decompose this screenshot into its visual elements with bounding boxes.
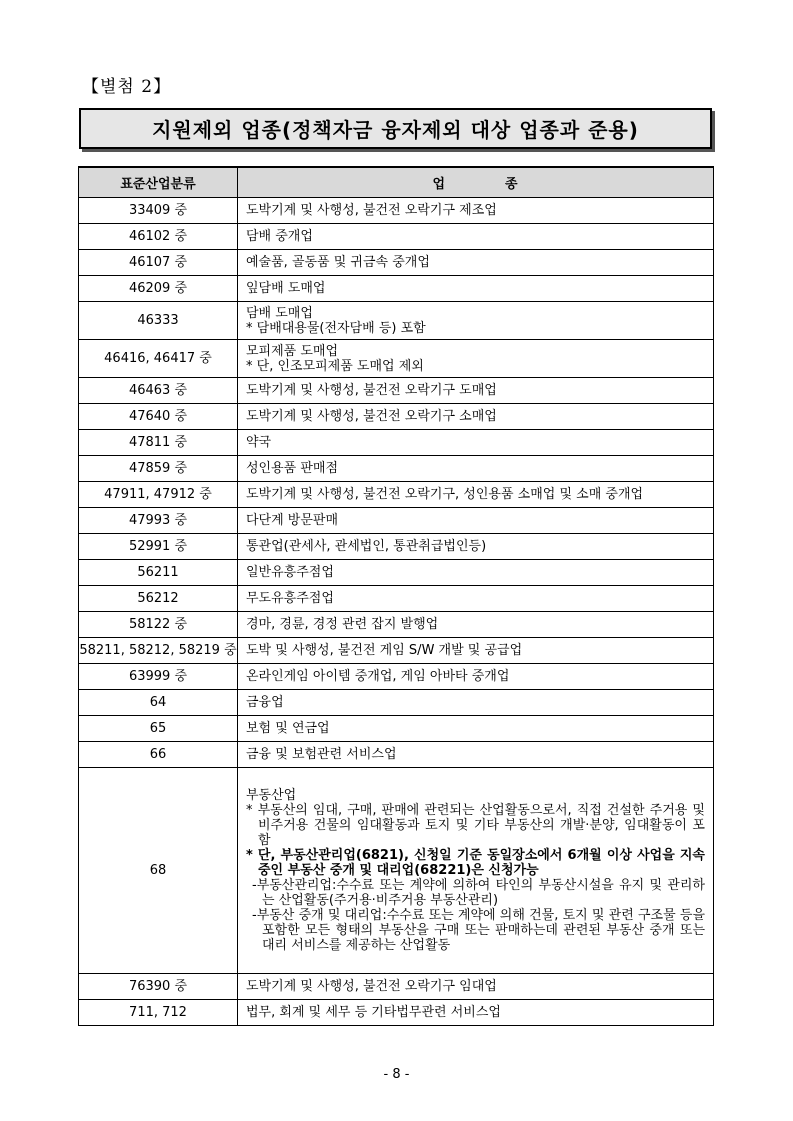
table-row xyxy=(79,612,714,638)
table-row xyxy=(79,302,714,340)
table-row xyxy=(79,404,714,430)
industry-description-line: 도박 및 사행성, 불건전 게임 S/W 개발 및 공급업 xyxy=(246,643,523,658)
industry-description xyxy=(238,716,714,742)
industry-description xyxy=(238,974,714,1000)
industry-code: 58122 중 xyxy=(79,612,238,638)
industry-code: 66 xyxy=(79,742,238,768)
table-row xyxy=(79,198,714,224)
table-row xyxy=(79,534,714,560)
real-estate-note-3: -부동산관리업:수수료 또는 계약에 의하여 타인의 부동산시설을 유지 및 관리하는 산업활동(주거용·비주거용 부동산관리) xyxy=(252,878,705,908)
industry-description xyxy=(238,378,714,404)
real-estate-note-2: * 단, 부동산관리업(6821), 신청일 기준 동일장소에서 6개월 이상 사업을 지속 중인 부동산 중개 및 대리업(68221)은 신청가능 xyxy=(246,848,705,878)
industry-description xyxy=(238,612,714,638)
industry-description-line: 잎담배 도매업 xyxy=(246,281,326,296)
industry-code: 58211, 58212, 58219 중 xyxy=(79,638,238,664)
industry-code: 46463 중 xyxy=(79,378,238,404)
industry-code: 56212 xyxy=(79,586,238,612)
industry-description xyxy=(238,638,714,664)
industry-description xyxy=(238,742,714,768)
industry-code: 47811 중 xyxy=(79,430,238,456)
real-estate-title: 부동산업 xyxy=(246,788,297,803)
industry-code: 76390 중 xyxy=(79,974,238,1000)
industry-description-line: 통관업(관세사, 관세법인, 통관취급법인등) xyxy=(246,539,487,554)
table-row xyxy=(79,1000,714,1026)
industry-description-line: 예술품, 골동품 및 귀금속 중개업 xyxy=(246,255,430,270)
industry-code: 64 xyxy=(79,690,238,716)
industry-description-line: 담배 도매업 xyxy=(246,305,313,321)
industry-code: 33409 중 xyxy=(79,198,238,224)
table-row xyxy=(79,690,714,716)
industry-code: 52991 중 xyxy=(79,534,238,560)
industry-description-line: 도박기계 및 사행성, 불건전 오락기구 임대업 xyxy=(246,979,497,994)
industry-description-line: 담배 중개업 xyxy=(246,229,313,244)
industry-description xyxy=(238,768,714,974)
industry-code: 46333 xyxy=(79,302,238,340)
industry-code: 47640 중 xyxy=(79,404,238,430)
industry-description-line: 법무, 회계 및 세무 등 기타법무관련 서비스업 xyxy=(246,1005,501,1020)
industry-description-line: 성인용품 판매점 xyxy=(246,461,339,476)
header-industry: 업종 xyxy=(238,167,714,198)
industry-code: 46209 중 xyxy=(79,276,238,302)
page-title xyxy=(79,108,712,149)
industry-description-line: 모피제품 도매업 xyxy=(246,343,339,359)
industry-code: 46107 중 xyxy=(79,250,238,276)
table-row xyxy=(79,482,714,508)
excluded-industries-table xyxy=(78,166,714,1026)
table-row xyxy=(79,340,714,378)
industry-description xyxy=(238,664,714,690)
industry-code: 56211 xyxy=(79,560,238,586)
industry-description xyxy=(238,302,714,340)
industry-description-line: 도박기계 및 사행성, 불건전 오락기구 도매업 xyxy=(246,383,497,398)
industry-code: 47859 중 xyxy=(79,456,238,482)
table-row xyxy=(79,768,714,974)
industry-description xyxy=(238,404,714,430)
industry-description xyxy=(238,224,714,250)
industry-description xyxy=(238,340,714,378)
table-row xyxy=(79,430,714,456)
industry-description xyxy=(238,534,714,560)
industry-description-line: 금융업 xyxy=(246,695,284,710)
industry-description xyxy=(238,430,714,456)
industry-description-line: 금융 및 보험관련 서비스업 xyxy=(246,747,397,762)
table-row xyxy=(79,456,714,482)
industry-description-line: 보험 및 연금업 xyxy=(246,721,330,736)
real-estate-note-1: * 부동산의 임대, 구매, 판매에 관련되는 산업활동으로서, 직접 건설한 주거용 및 비주거용 건물의 임대활동과 토지 및 기타 부동산의 개발·분양, 임대활동이 포함 xyxy=(246,803,705,848)
real-estate-note-4: -부동산 중개 및 대리업:수수료 또는 계약에 의해 건물, 토지 및 관련 구조물 등을 포함한 모든 형태의 부동산을 구매 또는 판매하는데 관련된 부동산 중개 또는 대리 서비스를 제공하는 산업활동 xyxy=(252,908,705,953)
table-header-row xyxy=(79,167,714,198)
industry-description-line: * 담배대용물(전자담배 등) 포함 xyxy=(246,320,426,336)
industry-description xyxy=(238,1000,714,1026)
table-row xyxy=(79,586,714,612)
industry-code: 47911, 47912 중 xyxy=(79,482,238,508)
industry-code: 68 xyxy=(79,768,238,974)
table-row xyxy=(79,508,714,534)
table-row xyxy=(79,716,714,742)
table-row xyxy=(79,224,714,250)
industry-code: 711, 712 xyxy=(79,1000,238,1026)
industry-code: 63999 중 xyxy=(79,664,238,690)
industry-description-line: 약국 xyxy=(246,435,272,450)
page-title-text: 지원제외 업종(정책자금 융자제외 대상 업종과 준용) xyxy=(152,118,639,142)
industry-description-line: 도박기계 및 사행성, 불건전 오락기구 제조업 xyxy=(246,203,497,218)
attachment-label: 【별첨 2】 xyxy=(82,77,172,97)
industry-code: 65 xyxy=(79,716,238,742)
industry-description-line: * 단, 인조모피제품 도매업 제외 xyxy=(246,358,424,374)
industry-description-line: 다단계 방문판매 xyxy=(246,513,339,528)
page-number: - 8 - xyxy=(383,1067,410,1082)
industry-description xyxy=(238,690,714,716)
industry-code: 46102 중 xyxy=(79,224,238,250)
industry-description-line: 경마, 경륜, 경정 관련 잡지 발행업 xyxy=(246,617,439,632)
table-row xyxy=(79,742,714,768)
industry-description xyxy=(238,586,714,612)
industry-description xyxy=(238,250,714,276)
industry-description xyxy=(238,508,714,534)
table-row xyxy=(79,276,714,302)
industry-description xyxy=(238,456,714,482)
industry-description-line: 온라인게임 아이템 중개업, 게임 아바타 중개업 xyxy=(246,669,510,684)
industry-code: 46416, 46417 중 xyxy=(79,340,238,378)
industry-code: 47993 중 xyxy=(79,508,238,534)
industry-description xyxy=(238,276,714,302)
industry-description xyxy=(238,198,714,224)
table-row xyxy=(79,638,714,664)
industry-description-line: 도박기계 및 사행성, 불건전 오락기구 소매업 xyxy=(246,409,497,424)
header-industry-code: 표준산업분류 xyxy=(79,167,238,198)
table-row xyxy=(79,664,714,690)
industry-description-line: 무도유흥주점업 xyxy=(246,591,334,606)
table-row xyxy=(79,378,714,404)
industry-description-line: 일반유흥주점업 xyxy=(246,565,334,580)
industry-description-line: 도박기계 및 사행성, 불건전 오락기구, 성인용품 소매업 및 소매 중개업 xyxy=(246,487,644,502)
table-row xyxy=(79,974,714,1000)
table-row xyxy=(79,250,714,276)
industry-description xyxy=(238,482,714,508)
table-row xyxy=(79,560,714,586)
industry-description xyxy=(238,560,714,586)
